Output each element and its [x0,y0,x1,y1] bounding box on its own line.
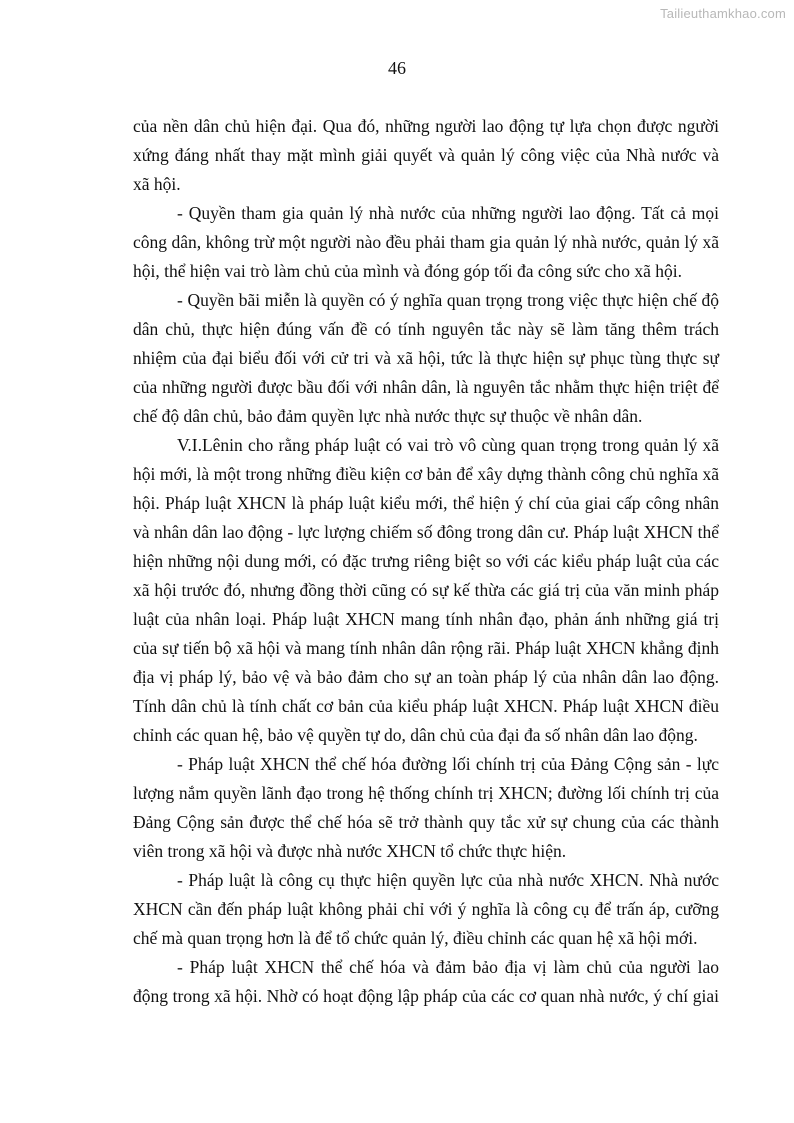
text-line: - Quyền bãi miễn là quyền có ý nghĩa quan trọng trong việc thực hiện chế độ [177,290,719,310]
paragraph [133,199,719,286]
text-line: hội, thể hiện vai trò làm chủ của mình và đóng góp tối đa công sức cho xã hội. [133,261,682,281]
text-line: hội mới, là một trong những điều kiện cơ bản để xây dựng thành công chủ nghĩa xã [133,464,719,484]
text-line: của những người được bầu đối với nhân dân, là nguyên tắc nhằm thực hiện triệt để [133,377,719,397]
text-line: hội. Pháp luật XHCN là pháp luật kiểu mới, thể hiện ý chí của giai cấp công nhân [133,493,719,513]
text-line: xứng đáng nhất thay mặt mình giải quyết và quản lý công việc của Nhà nước và [133,145,719,165]
text-line: - Pháp luật XHCN thể chế hóa và đảm bảo địa vị làm chủ của người lao [177,957,719,977]
paragraph [133,286,719,431]
text-line: chế mà quan trọng hơn là để tổ chức quản lý, điều chỉnh các quan hệ xã hội mới. [133,928,698,948]
page-number: 46 [388,58,406,78]
text-line: Đảng Cộng sản được thể chế hóa sẽ trở thành quy tắc xử sự chung của các thành [133,812,719,832]
text-line: lượng nắm quyền lãnh đạo trong hệ thống chính trị XHCN; đường lối chính trị của [133,783,719,803]
text-line: - Pháp luật XHCN thể chế hóa đường lối chính trị của Đảng Cộng sản - lực [177,754,719,774]
text-line: địa vị pháp lý, bảo vệ và bảo đảm cho sự an toàn pháp lý của nhân dân lao động. [133,667,719,687]
text-line: XHCN cần đến pháp luật không phải chỉ với ý nghĩa là công cụ để trấn áp, cưỡng [133,899,719,919]
document-body [133,112,719,1011]
text-line: Tính dân chủ là tính chất cơ bản của kiểu pháp luật XHCN. Pháp luật XHCN điều [133,696,719,716]
text-line: xã hội trước đó, nhưng đồng thời cũng có sự kế thừa các giá trị của văn minh pháp [133,580,719,600]
text-line: luật của nhân loại. Pháp luật XHCN mang tính nhân đạo, phản ánh những giá trị [133,609,719,629]
text-line: của sự tiến bộ xã hội và mang tính nhân dân rộng rãi. Pháp luật XHCN khẳng định [133,638,719,658]
text-line: hiện những nội dung mới, có đặc trưng riêng biệt so với các kiểu pháp luật của các [133,551,719,571]
paragraph [133,750,719,866]
text-line: V.I.Lênin cho rằng pháp luật có vai trò vô cùng quan trọng trong quản lý xã [177,435,719,455]
text-line: công dân, không trừ một người nào đều phải tham gia quản lý nhà nước, quản lý xã [133,232,719,252]
text-line: và nhân dân lao động - lực lượng chiếm số đông trong dân cư. Pháp luật XHCN thể [133,522,719,542]
text-line: viên trong xã hội và được nhà nước XHCN tổ chức thực hiện. [133,841,567,861]
text-line: dân chủ, thực hiện đúng vấn đề có tính nguyên tắc này sẽ làm tăng thêm trách [133,319,719,339]
watermark-text: Tailieuthamkhao.com [660,6,786,21]
paragraph [133,112,719,199]
paragraph [133,953,719,1011]
text-line: chỉnh các quan hệ, bảo vệ quyền tự do, dân chủ của đại đa số nhân dân lao động. [133,725,698,745]
text-line: - Pháp luật là công cụ thực hiện quyền lực của nhà nước XHCN. Nhà nước [177,870,719,890]
paragraph [133,431,719,750]
text-line: chế độ dân chủ, bảo đảm quyền lực nhà nước thực sự thuộc về nhân dân. [133,406,643,426]
text-line: xã hội. [133,174,181,194]
text-line: - Quyền tham gia quản lý nhà nước của những người lao động. Tất cả mọi [177,203,719,223]
text-line: động trong xã hội. Nhờ có hoạt động lập pháp của các cơ quan nhà nước, ý chí giai [133,986,719,1006]
text-line: của nền dân chủ hiện đại. Qua đó, những người lao động tự lựa chọn được người [133,116,719,136]
paragraph [133,866,719,953]
text-line: nhiệm của đại biểu đối với cử tri và xã hội, tức là thực hiện sự phục tùng thực sự [133,348,719,368]
